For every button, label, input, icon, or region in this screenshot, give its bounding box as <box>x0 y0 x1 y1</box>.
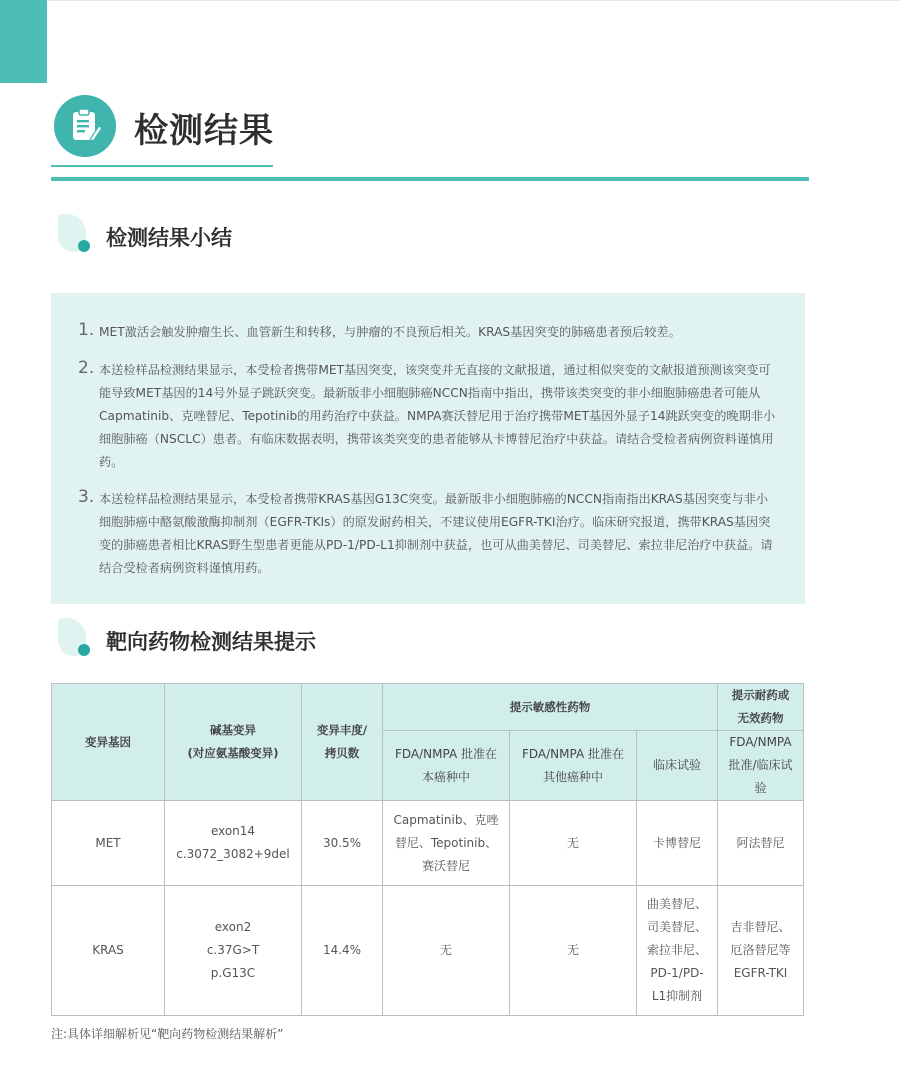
cell-abundance: 30.5% <box>302 801 383 886</box>
cell-abundance: 14.4% <box>302 886 383 1016</box>
summary-item-number: 1. <box>78 320 95 340</box>
summary-item-text: 本送检样品检测结果显示，本受检者携带KRAS基因G13C突变。最新版非小细胞肺癌的NCCN指南指出KRAS基因突变与非小细胞肺癌中酪氨酸激酶抑制剂（EGFR-TKIs）的原发耐药相关，不建议使用EGFR-TKI治疗。临床研究报道，携带KRAS基因突变的肺癌患者相比KRAS野生型患者更能从PD-1/PD-L1抑制剂中获益，也可从曲美替尼、司美替尼、索拉非尼治疗中获益。请结合受检者病例资料谨慎用药。 <box>99 492 773 575</box>
header-fda-other-text: FDA/NMPA 批准在 其他癌种中 <box>521 746 624 784</box>
summary-item-number: 3. <box>78 487 95 507</box>
table-footnote: 注:具体详细解析见“靶向药物检测结果解析” <box>51 1027 284 1041</box>
page-title: 检测结果 <box>134 111 274 151</box>
corner-accent-block <box>0 0 47 83</box>
table-row <box>52 886 804 1016</box>
header-gene-text: 变异基因 <box>85 734 131 749</box>
drug-results-table <box>51 683 804 1016</box>
cell-variant: exon2 c.37G>T p.G13C <box>165 886 302 1016</box>
cell-fda-other: 无 <box>510 801 637 886</box>
header-abundance <box>302 684 383 801</box>
header-resistant-sub <box>718 731 804 801</box>
title-underline <box>51 165 273 167</box>
header-clinical <box>637 731 718 801</box>
header-sensitive-text: 提示敏感性药物 <box>509 699 591 714</box>
header-sensitive <box>383 684 718 731</box>
header-variant <box>165 684 302 801</box>
summary-item-text: 本送检样品检测结果显示，本受检者携带MET基因突变，该突变并无直接的文献报道，通过相似突变的文献报道预测该突变可能导致MET基因的14号外显子跳跃突变。最新版非小细胞肺癌NCCN指南中指出，携带该类突变的非小细胞肺癌患者可能从Capmatinib、克唑替尼、Tepotinib的用药治疗中获益。NMPA赛沃替尼用于治疗携带MET基因外显子14跳跃突变的晚期非小细胞肺癌（NSCLC）患者。有临床数据表明，携带该类突变的患者能够从卡博替尼治疗中获益。请结合受检者病例资料谨慎用药。 <box>99 363 776 469</box>
header-resistant-sub-text: FDA/NMPA 批准/临床试 验 <box>728 735 793 795</box>
header-resistant <box>718 684 804 731</box>
header-gene <box>52 684 165 801</box>
cell-resistant: 吉非替尼、 厄洛替尼等 EGFR-TKI <box>718 886 804 1016</box>
header-fda-same <box>383 731 510 801</box>
header-abundance-text: 变异丰度/ 拷贝数 <box>316 723 368 760</box>
clipboard-edit-icon <box>54 95 116 157</box>
header-fda-other <box>510 731 637 801</box>
summary-item-number: 2. <box>78 358 95 378</box>
cell-variant: exon14 c.3072_3082+9del <box>165 801 302 886</box>
header-resistant-text: 提示耐药或 无效药物 <box>731 688 790 725</box>
summary-item-1 <box>78 321 778 344</box>
cell-fda-same: 无 <box>383 886 510 1016</box>
summary-item-text: MET激活会触发肿瘤生长、血管新生和转移，与肿瘤的不良预后相关。KRAS基因突变的肺癌患者预后较差。 <box>99 325 681 339</box>
leaf-bullet-icon <box>58 618 88 658</box>
drug-heading-label: 靶向药物检测结果提示 <box>106 630 316 654</box>
header-variant-text: 碱基变异 (对应氨基酸变异) <box>187 723 279 760</box>
leaf-bullet-icon <box>58 214 88 254</box>
section-divider <box>51 177 809 181</box>
cell-clinical: 卡博替尼 <box>637 801 718 886</box>
summary-heading-label: 检测结果小结 <box>106 226 232 250</box>
cell-clinical: 曲美替尼、 司美替尼、 索拉非尼、 PD-1/PD- L1抑制剂 <box>637 886 718 1016</box>
summary-item-2 <box>78 359 778 474</box>
cell-fda-same: Capmatinib、克唑 替尼、Tepotinib、 赛沃替尼 <box>383 801 510 886</box>
cell-gene: MET <box>52 801 165 886</box>
header-clinical-text: 临床试验 <box>653 758 702 772</box>
cell-fda-other: 无 <box>510 886 637 1016</box>
cell-resistant: 阿法替尼 <box>718 801 804 886</box>
summary-item-3 <box>78 488 778 580</box>
summary-box <box>51 293 805 604</box>
cell-gene: KRAS <box>52 886 165 1016</box>
top-border <box>0 0 900 1</box>
table-row <box>52 801 804 886</box>
header-fda-same-text: FDA/NMPA 批准在 本癌种中 <box>394 746 497 784</box>
